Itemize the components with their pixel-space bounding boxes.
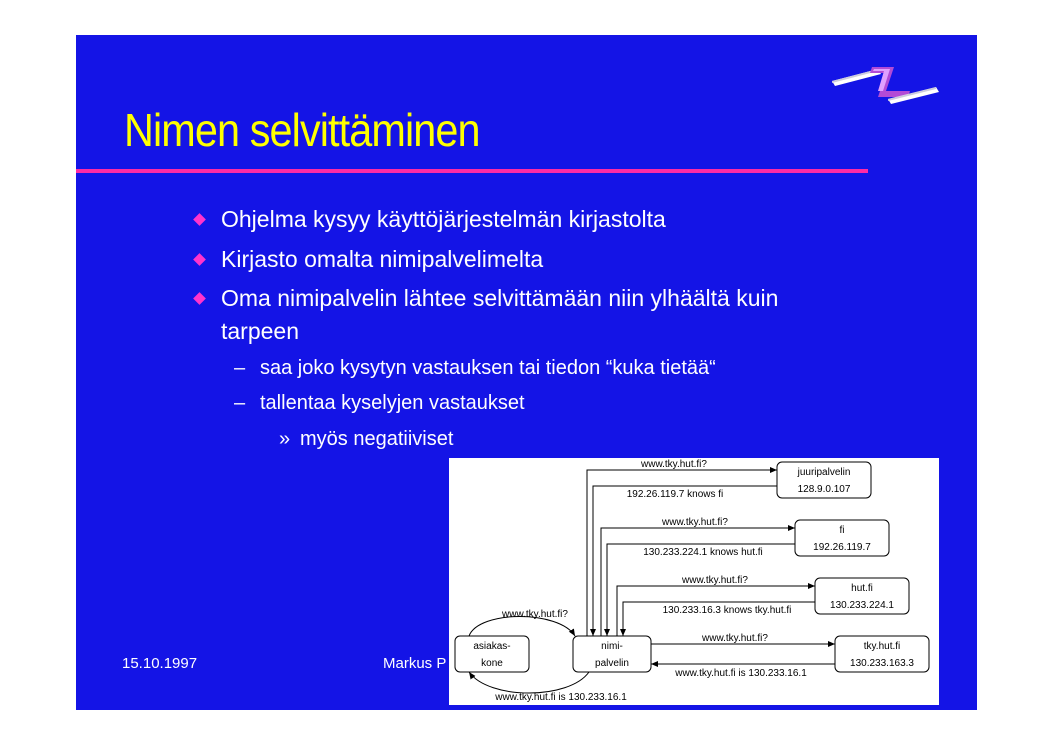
reply-label-fi: 130.233.224.1 knows hut.fi — [643, 547, 763, 558]
bullet-3-continuation: tarpeen — [221, 318, 300, 344]
query-label-fi: www.tky.hut.fi? — [662, 517, 728, 528]
footer-author: Markus P — [383, 655, 447, 672]
query-label-tkyhutfi: www.tky.hut.fi? — [702, 633, 768, 644]
bullet-1: Ohjelma kysyy käyttöjärjestelmän kirjastolta — [221, 206, 666, 232]
sub-bullet-marker: – — [234, 357, 246, 379]
server-name-tkyhutfi: tky.hut.fi — [863, 641, 901, 652]
server-name-root: juuripalvelin — [797, 467, 851, 478]
resolver-box — [573, 636, 651, 672]
server-ip-root: 128.9.0.107 — [797, 484, 851, 495]
server-box-tkyhutfi — [835, 636, 929, 672]
client-reply-label: www.tky.hut.fi is 130.233.16.1 — [495, 692, 627, 703]
server-name-fi: fi — [839, 525, 845, 536]
reply-label-tkyhutfi: www.tky.hut.fi is 130.233.16.1 — [675, 668, 807, 679]
server-ip-hutfi: 130.233.224.1 — [830, 600, 894, 611]
query-label-root: www.tky.hut.fi? — [641, 459, 707, 470]
svg-text:nimi-: nimi- — [601, 641, 623, 652]
reply-label-hutfi: 130.233.16.3 knows tky.hut.fi — [662, 605, 792, 616]
server-ip-tkyhutfi: 130.233.163.3 — [850, 658, 914, 669]
logo-icon — [828, 61, 940, 109]
bullet-2: Kirjasto omalta nimipalvelimelta — [221, 246, 544, 272]
bullet-3: Oma nimipalvelin lähtee selvittämään niin ylhäältä kuin — [221, 285, 779, 311]
server-box-root — [777, 462, 871, 498]
bullet-icon — [193, 253, 206, 266]
title-underline — [76, 169, 868, 173]
server-name-hutfi: hut.fi — [851, 583, 873, 594]
client-box — [455, 636, 529, 672]
server-ip-fi: 192.26.119.7 — [813, 542, 871, 553]
sub-bullet-1: saa joko kysytyn vastauksen tai tiedon “kuka tietää“ — [260, 357, 716, 379]
bullet-icon — [193, 213, 206, 226]
query-label-hutfi: www.tky.hut.fi? — [682, 575, 748, 586]
server-box-hutfi — [815, 578, 909, 614]
svg-text:kone: kone — [481, 658, 503, 669]
slide — [76, 35, 977, 710]
slide-title: Nimen selvittäminen — [124, 104, 480, 156]
dns-resolution-diagram — [449, 458, 939, 705]
server-box-fi — [795, 520, 889, 556]
sub-bullet-2: tallentaa kyselyjen vastaukset — [260, 392, 525, 414]
sub-bullet-marker: – — [234, 392, 246, 414]
svg-text:asiakas-: asiakas- — [473, 641, 511, 652]
sub-sub-bullet: myös negatiiviset — [300, 428, 454, 450]
sub-sub-bullet-marker: » — [279, 428, 291, 450]
footer-date: 15.10.1997 — [122, 655, 198, 672]
client-query-label: www.tky.hut.fi? — [502, 609, 568, 620]
bullet-icon — [193, 292, 206, 305]
reply-label-root: 192.26.119.7 knows fi — [626, 489, 724, 500]
svg-text:palvelin: palvelin — [595, 658, 629, 669]
